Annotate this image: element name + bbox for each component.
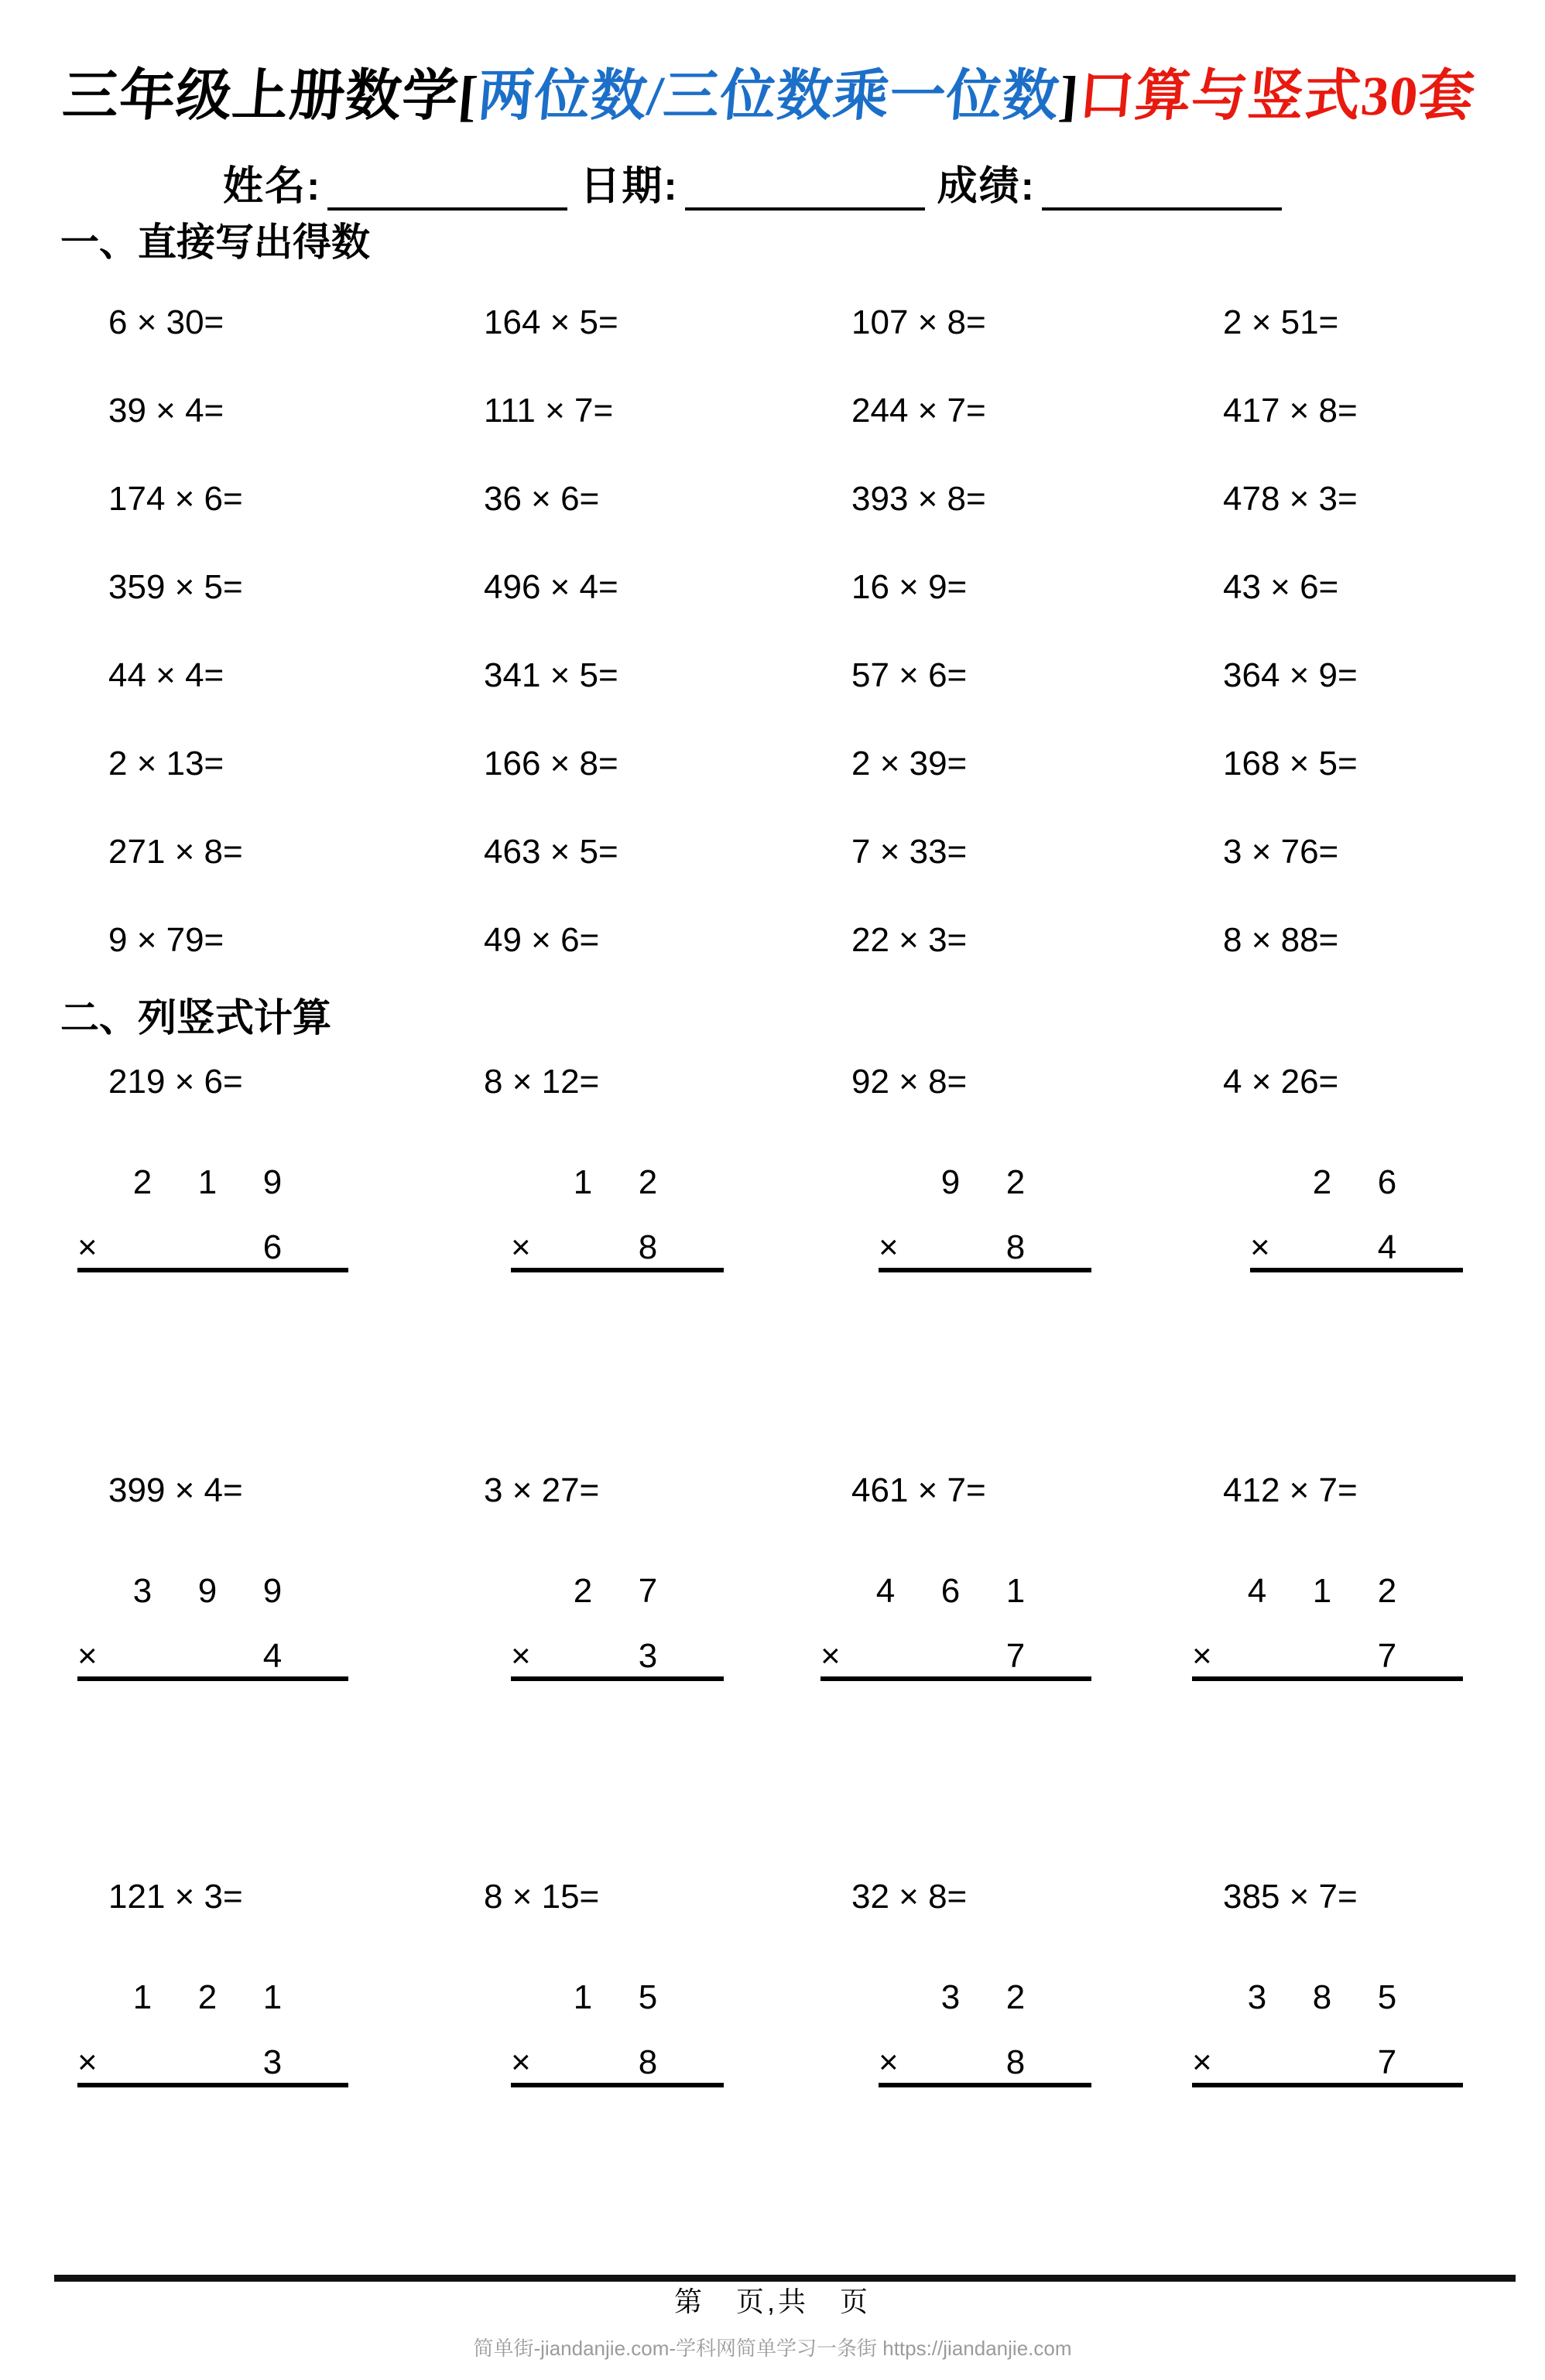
- multiplicand-digits: [820, 1571, 1091, 1611]
- page-number-label: 第 页,共 页: [673, 2286, 871, 2317]
- vertical-problem: [77, 1877, 484, 2087]
- oral-problem: [1223, 391, 1545, 479]
- oral-problem: [108, 832, 484, 920]
- oral-problem-text: 244 × 7=: [851, 392, 986, 430]
- multiplier-row: [1192, 1636, 1463, 1676]
- title-text-blue: 两位数/三位数乘一位数: [474, 65, 1062, 127]
- multiply-sign: ×: [820, 1637, 841, 1675]
- vertical-problem: [820, 1471, 1223, 1681]
- section-1-heading: 一、直接写出得数: [60, 221, 370, 264]
- vertical-problem: [1192, 1877, 1545, 2087]
- digit: 4: [1247, 1572, 1267, 1610]
- multiplicand-digits: [879, 1163, 1091, 1203]
- vertical-work-block: [1192, 1978, 1463, 2087]
- oral-problem-text: 417 × 8=: [1223, 392, 1358, 430]
- vertical-work-body: [1192, 1571, 1463, 1681]
- oral-problem: [1223, 744, 1545, 832]
- vertical-work-block: [453, 1978, 724, 2087]
- multiplier-digit: 7: [1377, 1637, 1397, 1675]
- vertical-work-block: [820, 1163, 1091, 1272]
- oral-problem: [108, 744, 484, 832]
- oral-problem-text: 393 × 8=: [851, 480, 986, 518]
- multiplier-digit: 7: [1005, 1637, 1026, 1675]
- score-blank-field: [1042, 169, 1282, 211]
- vertical-work-block: [1192, 1571, 1463, 1681]
- digit: 9: [197, 1572, 218, 1610]
- multiplier-row: [511, 1228, 724, 1268]
- multiplier-digit: 4: [262, 1637, 283, 1675]
- answer-rule: [1192, 1676, 1463, 1681]
- oral-problem-text: 463 × 5=: [484, 833, 618, 871]
- digit: 9: [262, 1163, 283, 1201]
- oral-problem: [851, 567, 1223, 656]
- oral-problem-text: 166 × 8=: [484, 745, 618, 782]
- digit: 7: [638, 1572, 658, 1610]
- multiplicand-digits: [77, 1978, 348, 2018]
- digit: 4: [875, 1572, 896, 1610]
- multiplicand-digits: [879, 1978, 1091, 2018]
- vertical-expression: 461 × 7=: [851, 1471, 986, 1509]
- oral-problem-text: 271 × 8=: [108, 833, 243, 871]
- multiplier-digit: 3: [638, 1637, 658, 1675]
- digit: 9: [940, 1163, 961, 1201]
- multiplier-digit: 4: [1377, 1228, 1397, 1266]
- multiplier-row: [77, 1636, 348, 1676]
- vertical-expression: 412 × 7=: [1223, 1471, 1358, 1509]
- vertical-problem: [77, 1062, 484, 1272]
- multiplicand-digits: [77, 1571, 348, 1611]
- vertical-expression: 385 × 7=: [1223, 1878, 1358, 1916]
- multiplier-row: [879, 2043, 1091, 2083]
- oral-problem-text: 341 × 5=: [484, 656, 618, 694]
- digit: 8: [1312, 1978, 1332, 2016]
- vertical-work-block: [453, 1571, 724, 1681]
- multiply-sign: ×: [1250, 1228, 1270, 1266]
- title-bracket-black: ]: [1057, 65, 1081, 127]
- digit: 1: [1312, 1572, 1332, 1610]
- digit: 1: [573, 1978, 593, 2016]
- oral-problem: [484, 567, 851, 656]
- multiplier-digit: 8: [638, 2043, 658, 2081]
- answer-rule: [77, 2083, 348, 2087]
- vertical-expression: 92 × 8=: [851, 1063, 968, 1101]
- vertical-work-body: [1192, 1978, 1463, 2087]
- answer-rule: [820, 1676, 1091, 1681]
- vertical-work-body: [820, 1571, 1091, 1681]
- vertical-problem: [851, 1877, 1223, 2087]
- digit: 2: [1005, 1978, 1026, 2016]
- vertical-problem: [484, 1471, 851, 1681]
- oral-problem-text: 36 × 6=: [484, 480, 600, 518]
- oral-problem-text: 9 × 79=: [108, 921, 224, 959]
- date-blank-field: [685, 169, 925, 211]
- answer-rule: [879, 1268, 1091, 1272]
- digit: 2: [132, 1163, 152, 1201]
- vertical-problem: [851, 1062, 1223, 1272]
- oral-problem-text: 7 × 33=: [851, 833, 968, 871]
- digit: 2: [1005, 1163, 1026, 1201]
- oral-problem: [851, 744, 1223, 832]
- multiplier-digit: 3: [262, 2043, 283, 2081]
- oral-problem: [108, 656, 484, 744]
- vertical-work-body: [511, 1978, 724, 2087]
- oral-problem: [108, 567, 484, 656]
- multiplier-digit: 8: [1005, 2043, 1026, 2081]
- vertical-problem: [484, 1062, 851, 1272]
- oral-problem-text: 168 × 5=: [1223, 745, 1358, 782]
- vertical-expression: 219 × 6=: [108, 1063, 243, 1101]
- oral-problem: [1223, 479, 1545, 567]
- vertical-problem: [484, 1877, 851, 2087]
- multiply-sign: ×: [511, 1637, 531, 1675]
- multiplicand-digits: [511, 1571, 724, 1611]
- oral-problem: [851, 303, 1223, 391]
- oral-problem-text: 364 × 9=: [1223, 656, 1358, 694]
- oral-problem: [484, 656, 851, 744]
- site-note: 简单街-jiandanjie.com-学科网简单学习一条街 https://jiandanjie.com: [473, 2337, 1072, 2360]
- digit: 2: [1377, 1572, 1397, 1610]
- multiply-sign: ×: [77, 1228, 98, 1266]
- vertical-problem: [77, 1471, 484, 1681]
- oral-problem-text: 6 × 30=: [108, 303, 224, 341]
- answer-rule: [1250, 1268, 1463, 1272]
- multiplier-digit: 8: [1005, 1228, 1026, 1266]
- oral-problem: [484, 920, 851, 1009]
- oral-problem: [108, 303, 484, 391]
- oral-problem-text: 49 × 6=: [484, 921, 600, 959]
- multiply-sign: ×: [1192, 1637, 1212, 1675]
- vertical-problem-row: [0, 1062, 1545, 1272]
- oral-problem-text: 2 × 13=: [108, 745, 224, 782]
- oral-problem-text: 3 × 76=: [1223, 833, 1339, 871]
- oral-problem: [484, 479, 851, 567]
- multiplier-row: [511, 1636, 724, 1676]
- vertical-problem: [1192, 1471, 1545, 1681]
- oral-problem-text: 496 × 4=: [484, 568, 618, 606]
- oral-problem-text: 2 × 51=: [1223, 303, 1339, 341]
- oral-problem: [851, 656, 1223, 744]
- multiplicand-digits: [77, 1163, 348, 1203]
- multiplier-digit: 7: [1377, 2043, 1397, 2081]
- multiplier-row: [1250, 1228, 1463, 1268]
- oral-problem-text: 8 × 88=: [1223, 921, 1339, 959]
- section-2-heading: 二、列竖式计算: [60, 996, 331, 1039]
- multiplicand-digits: [1250, 1163, 1463, 1203]
- oral-problem: [1223, 656, 1545, 744]
- oral-problem-text: 43 × 6=: [1223, 568, 1339, 606]
- multiply-sign: ×: [511, 1228, 531, 1266]
- vertical-expression: 32 × 8=: [851, 1878, 968, 1916]
- multiply-sign: ×: [77, 1637, 98, 1675]
- digit: 6: [940, 1572, 961, 1610]
- digit: 5: [638, 1978, 658, 2016]
- multiplier-digit: 6: [262, 1228, 283, 1266]
- multiplier-row: [820, 1636, 1091, 1676]
- oral-problem-text: 16 × 9=: [851, 568, 968, 606]
- answer-rule: [511, 2083, 724, 2087]
- oral-problem-text: 57 × 6=: [851, 656, 968, 694]
- title-text-black-1: 三年级上册数学[: [60, 65, 481, 127]
- digit: 1: [573, 1163, 593, 1201]
- digit: 3: [132, 1572, 152, 1610]
- oral-problems-grid: [0, 303, 1545, 1009]
- oral-problem-text: 478 × 3=: [1223, 480, 1358, 518]
- digit: 9: [262, 1572, 283, 1610]
- vertical-expression: 3 × 27=: [484, 1471, 600, 1509]
- oral-problem-text: 111 × 7=: [484, 392, 614, 430]
- digit: 3: [940, 1978, 961, 2016]
- oral-problem: [108, 391, 484, 479]
- footer-rule: [54, 2275, 1516, 2282]
- oral-problem: [1223, 567, 1545, 656]
- oral-problem: [851, 832, 1223, 920]
- oral-problem: [851, 920, 1223, 1009]
- multiplier-digit: 8: [638, 1228, 658, 1266]
- vertical-work-body: [879, 1978, 1091, 2087]
- digit: 2: [1312, 1163, 1332, 1201]
- vertical-work-block: [820, 1571, 1091, 1681]
- digit: 2: [197, 1978, 218, 2016]
- oral-problem-text: 174 × 6=: [108, 480, 243, 518]
- digit: 1: [132, 1978, 152, 2016]
- oral-problem: [484, 303, 851, 391]
- vertical-work-body: [1250, 1163, 1463, 1272]
- multiplicand-digits: [1192, 1571, 1463, 1611]
- oral-problem: [108, 479, 484, 567]
- multiplier-row: [1192, 2043, 1463, 2083]
- student-info-row: [223, 163, 1294, 211]
- oral-problem: [484, 744, 851, 832]
- digit: 1: [1005, 1572, 1026, 1610]
- multiplicand-digits: [511, 1163, 724, 1203]
- vertical-problem-row: [0, 1471, 1545, 1681]
- oral-problem: [851, 391, 1223, 479]
- digit: 6: [1377, 1163, 1397, 1201]
- page-title: [60, 65, 1478, 127]
- oral-problem-text: 44 × 4=: [108, 656, 224, 694]
- oral-problem-text: 164 × 5=: [484, 303, 618, 341]
- vertical-work-block: [77, 1978, 348, 2087]
- title-text-red: 口算与竖式30套: [1075, 65, 1478, 127]
- multiplier-row: [511, 2043, 724, 2083]
- oral-problem: [484, 391, 851, 479]
- vertical-expression: 399 × 4=: [108, 1471, 243, 1509]
- answer-rule: [511, 1268, 724, 1272]
- vertical-expression: 8 × 15=: [484, 1878, 600, 1916]
- score-label: 成绩:: [937, 164, 1036, 209]
- vertical-problem: [1223, 1062, 1545, 1272]
- name-blank-field: [327, 169, 567, 211]
- oral-problem: [484, 832, 851, 920]
- multiply-sign: ×: [511, 2043, 531, 2081]
- answer-rule: [511, 1676, 724, 1681]
- multiplier-row: [77, 1228, 348, 1268]
- digit: 1: [197, 1163, 218, 1201]
- vertical-problem-row: [0, 1877, 1545, 2087]
- multiply-sign: ×: [77, 2043, 98, 2081]
- vertical-work-body: [77, 1978, 348, 2087]
- multiplicand-digits: [1192, 1978, 1463, 2018]
- multiplier-row: [879, 1228, 1091, 1268]
- digit: 5: [1377, 1978, 1397, 2016]
- oral-problem: [1223, 920, 1545, 1009]
- oral-problem-text: 359 × 5=: [108, 568, 243, 606]
- oral-problem: [851, 479, 1223, 567]
- digit: 2: [573, 1572, 593, 1610]
- oral-problem: [1223, 303, 1545, 391]
- multiplier-row: [77, 2043, 348, 2083]
- oral-problem-text: 39 × 4=: [108, 392, 224, 430]
- date-label: 日期:: [580, 164, 679, 209]
- oral-problem: [1223, 832, 1545, 920]
- digit: 3: [1247, 1978, 1267, 2016]
- multiplicand-digits: [511, 1978, 724, 2018]
- vertical-work-body: [511, 1163, 724, 1272]
- vertical-work-block: [820, 1978, 1091, 2087]
- oral-problem-text: 107 × 8=: [851, 303, 986, 341]
- vertical-work-block: [453, 1163, 724, 1272]
- answer-rule: [1192, 2083, 1463, 2087]
- vertical-work-body: [77, 1163, 348, 1272]
- vertical-expression: 8 × 12=: [484, 1063, 600, 1101]
- vertical-expression: 121 × 3=: [108, 1878, 243, 1916]
- answer-rule: [77, 1268, 348, 1272]
- name-label: 姓名:: [223, 164, 322, 209]
- vertical-work-body: [77, 1571, 348, 1681]
- oral-problem-text: 22 × 3=: [851, 921, 968, 959]
- vertical-expression: 4 × 26=: [1223, 1063, 1339, 1101]
- answer-rule: [77, 1676, 348, 1681]
- digit: 1: [262, 1978, 283, 2016]
- answer-rule: [879, 2083, 1091, 2087]
- vertical-work-block: [1192, 1163, 1463, 1272]
- vertical-work-body: [511, 1571, 724, 1681]
- multiply-sign: ×: [879, 1228, 899, 1266]
- vertical-work-body: [879, 1163, 1091, 1272]
- multiply-sign: ×: [879, 2043, 899, 2081]
- digit: 2: [638, 1163, 658, 1201]
- multiply-sign: ×: [1192, 2043, 1212, 2081]
- vertical-work-block: [77, 1571, 348, 1681]
- oral-problem-text: 2 × 39=: [851, 745, 968, 782]
- vertical-work-block: [77, 1163, 348, 1272]
